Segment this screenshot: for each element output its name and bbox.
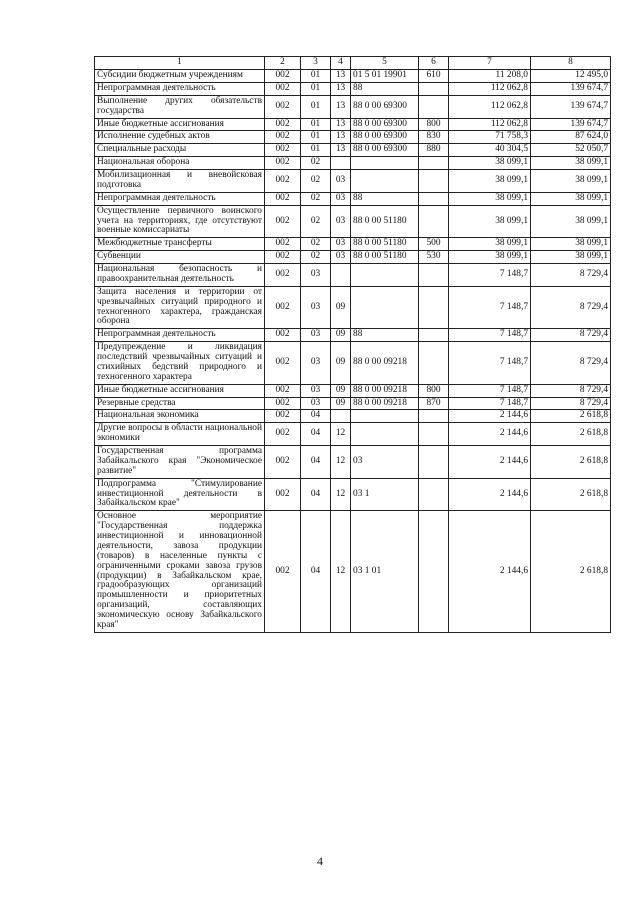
table-row [95, 397, 611, 410]
section-cell: 01 [301, 70, 331, 83]
amount-year1-cell: 2 144,6 [449, 410, 531, 423]
admin-code-cell: 002 [265, 192, 301, 205]
subsection-cell [331, 157, 351, 170]
expense-type-cell [419, 264, 449, 287]
expense-type-cell: 800 [419, 384, 449, 397]
subsection-cell: 09 [331, 397, 351, 410]
expense-type-cell [419, 410, 449, 423]
amount-year1-cell: 112 062,8 [449, 118, 531, 131]
section-cell: 01 [301, 131, 331, 144]
target-article-cell: 03 [351, 446, 419, 479]
name-cell: Межбюджетные трансферты [95, 238, 265, 251]
name-cell: Национальная безопасность и правоохранительная деятельность [95, 264, 265, 287]
amount-year1-cell: 38 099,1 [449, 238, 531, 251]
section-cell: 01 [301, 82, 331, 95]
subsection-cell: 13 [331, 144, 351, 157]
table-row [95, 478, 611, 511]
admin-code-cell: 002 [265, 397, 301, 410]
expense-type-cell [419, 205, 449, 238]
expense-type-cell [419, 511, 449, 633]
section-cell: 03 [301, 264, 331, 287]
name-cell: Защита населения и территории от чрезвычайных ситуаций природного и техногенного характера, гражданская оборона [95, 286, 265, 329]
expense-type-cell [419, 286, 449, 329]
table-row [95, 205, 611, 238]
amount-year1-cell: 11 208,0 [449, 70, 531, 83]
amount-year1-cell: 38 099,1 [449, 170, 531, 193]
subsection-cell: 03 [331, 170, 351, 193]
admin-code-cell: 002 [265, 264, 301, 287]
section-cell: 01 [301, 144, 331, 157]
amount-year2-cell: 8 729,4 [531, 384, 611, 397]
section-cell: 02 [301, 157, 331, 170]
amount-year2-cell: 139 674,7 [531, 82, 611, 95]
name-cell: Основное мероприятие "Государственная поддержка инвестиционной и инновационной деятельности, завоза продукции (товаров) в населенные пункты с ограниченными сроками завоза грузов (продукции) в Забайкальском крае, градообразующих организаций промышленности и приоритетных организаций, составляющих экономическую основу Забайкальского края" [95, 511, 265, 633]
target-article-cell: 03 1 01 [351, 511, 419, 633]
subsection-cell: 09 [331, 286, 351, 329]
subsection-cell: 12 [331, 423, 351, 446]
expense-type-cell: 800 [419, 118, 449, 131]
admin-code-cell: 002 [265, 342, 301, 385]
table-row [95, 192, 611, 205]
table-row [95, 511, 611, 633]
table-body [95, 70, 611, 633]
admin-code-cell: 002 [265, 286, 301, 329]
admin-code-cell: 002 [265, 131, 301, 144]
target-article-cell: 88 0 00 09218 [351, 384, 419, 397]
subsection-cell: 13 [331, 82, 351, 95]
section-cell: 02 [301, 205, 331, 238]
amount-year1-cell: 7 148,7 [449, 384, 531, 397]
name-cell: Непрограммная деятельность [95, 82, 265, 95]
section-cell: 02 [301, 192, 331, 205]
name-cell: Субвенции [95, 251, 265, 264]
name-cell: Иные бюджетные ассигнования [95, 384, 265, 397]
amount-year2-cell: 38 099,1 [531, 157, 611, 170]
expense-type-cell: 830 [419, 131, 449, 144]
amount-year2-cell: 2 618,8 [531, 478, 611, 511]
table-row [95, 70, 611, 83]
table-row [95, 286, 611, 329]
section-cell: 03 [301, 342, 331, 385]
table-header-row [95, 57, 611, 70]
section-cell: 04 [301, 410, 331, 423]
column-header-8: 8 [531, 57, 611, 70]
table-row [95, 144, 611, 157]
name-cell: Подпрограмма "Стимулирование инвестиционной деятельности в Забайкальском крае" [95, 478, 265, 511]
name-cell: Предупреждение и ликвидация последствий чрезвычайных ситуаций и стихийных бедствий природного и техногенного характера [95, 342, 265, 385]
amount-year1-cell: 112 062,8 [449, 82, 531, 95]
expense-type-cell [419, 478, 449, 511]
admin-code-cell: 002 [265, 82, 301, 95]
target-article-cell: 88 0 00 69300 [351, 144, 419, 157]
amount-year2-cell: 2 618,8 [531, 423, 611, 446]
section-cell: 02 [301, 251, 331, 264]
column-header-6: 6 [419, 57, 449, 70]
amount-year2-cell: 38 099,1 [531, 170, 611, 193]
expense-type-cell: 870 [419, 397, 449, 410]
amount-year1-cell: 112 062,8 [449, 95, 531, 118]
expense-type-cell [419, 157, 449, 170]
name-cell: Государственная программа Забайкальского края "Экономическое развитие" [95, 446, 265, 479]
amount-year2-cell: 38 099,1 [531, 205, 611, 238]
subsection-cell: 03 [331, 238, 351, 251]
column-header-4: 4 [331, 57, 351, 70]
name-cell: Специальные расходы [95, 144, 265, 157]
name-cell: Иные бюджетные ассигнования [95, 118, 265, 131]
subsection-cell [331, 264, 351, 287]
name-cell: Непрограммная деятельность [95, 329, 265, 342]
amount-year2-cell: 2 618,8 [531, 446, 611, 479]
target-article-cell: 01 5 01 19901 [351, 70, 419, 83]
amount-year2-cell: 139 674,7 [531, 118, 611, 131]
section-cell: 04 [301, 446, 331, 479]
name-cell: Национальная оборона [95, 157, 265, 170]
name-cell: Другие вопросы в области национальной экономики [95, 423, 265, 446]
target-article-cell [351, 286, 419, 329]
table-row [95, 95, 611, 118]
subsection-cell: 12 [331, 511, 351, 633]
amount-year1-cell: 38 099,1 [449, 157, 531, 170]
admin-code-cell: 002 [265, 238, 301, 251]
target-article-cell: 88 0 00 51180 [351, 238, 419, 251]
subsection-cell [331, 410, 351, 423]
admin-code-cell: 002 [265, 384, 301, 397]
amount-year2-cell: 8 729,4 [531, 342, 611, 385]
target-article-cell: 88 [351, 192, 419, 205]
subsection-cell: 09 [331, 329, 351, 342]
section-cell: 03 [301, 329, 331, 342]
amount-year1-cell: 2 144,6 [449, 511, 531, 633]
table-row [95, 410, 611, 423]
column-header-2: 2 [265, 57, 301, 70]
admin-code-cell: 002 [265, 251, 301, 264]
admin-code-cell: 002 [265, 157, 301, 170]
target-article-cell [351, 157, 419, 170]
amount-year1-cell: 2 144,6 [449, 423, 531, 446]
amount-year2-cell: 8 729,4 [531, 329, 611, 342]
section-cell: 04 [301, 423, 331, 446]
table-row [95, 384, 611, 397]
target-article-cell [351, 423, 419, 446]
expense-type-cell [419, 329, 449, 342]
subsection-cell: 03 [331, 251, 351, 264]
target-article-cell: 88 0 00 69300 [351, 95, 419, 118]
amount-year2-cell: 52 050,7 [531, 144, 611, 157]
subsection-cell: 13 [331, 131, 351, 144]
name-cell: Непрограммная деятельность [95, 192, 265, 205]
expense-type-cell [419, 192, 449, 205]
expense-type-cell: 880 [419, 144, 449, 157]
target-article-cell: 88 0 00 51180 [351, 205, 419, 238]
expense-type-cell [419, 170, 449, 193]
page-number: 4 [317, 854, 323, 868]
section-cell: 02 [301, 238, 331, 251]
amount-year2-cell: 38 099,1 [531, 192, 611, 205]
section-cell: 03 [301, 397, 331, 410]
admin-code-cell: 002 [265, 205, 301, 238]
admin-code-cell: 002 [265, 170, 301, 193]
target-article-cell: 88 0 00 69300 [351, 118, 419, 131]
table-row [95, 238, 611, 251]
amount-year1-cell: 38 099,1 [449, 251, 531, 264]
amount-year1-cell: 7 148,7 [449, 264, 531, 287]
expense-type-cell [419, 446, 449, 479]
table-row [95, 423, 611, 446]
admin-code-cell: 002 [265, 329, 301, 342]
table-row [95, 118, 611, 131]
expense-type-cell: 610 [419, 70, 449, 83]
amount-year1-cell: 71 758,3 [449, 131, 531, 144]
target-article-cell: 88 0 00 69300 [351, 131, 419, 144]
target-article-cell [351, 410, 419, 423]
admin-code-cell: 002 [265, 118, 301, 131]
table-row [95, 342, 611, 385]
expense-type-cell: 530 [419, 251, 449, 264]
amount-year2-cell: 8 729,4 [531, 264, 611, 287]
section-cell: 04 [301, 511, 331, 633]
admin-code-cell: 002 [265, 446, 301, 479]
subsection-cell: 12 [331, 478, 351, 511]
column-header-3: 3 [301, 57, 331, 70]
subsection-cell: 03 [331, 192, 351, 205]
name-cell: Субсидии бюджетным учреждениям [95, 70, 265, 83]
amount-year1-cell: 38 099,1 [449, 192, 531, 205]
name-cell: Осуществление первичного воинского учета на территориях, где отсутствуют военные комиссариаты [95, 205, 265, 238]
name-cell: Выполнение других обязательств государства [95, 95, 265, 118]
admin-code-cell: 002 [265, 144, 301, 157]
section-cell: 01 [301, 95, 331, 118]
column-header-1: 1 [95, 57, 265, 70]
amount-year2-cell: 38 099,1 [531, 251, 611, 264]
name-cell: Исполнение судебных актов [95, 131, 265, 144]
table-row [95, 251, 611, 264]
expense-type-cell [419, 82, 449, 95]
section-cell: 02 [301, 170, 331, 193]
subsection-cell: 03 [331, 205, 351, 238]
target-article-cell: 88 [351, 329, 419, 342]
amount-year1-cell: 7 148,7 [449, 342, 531, 385]
expense-type-cell [419, 342, 449, 385]
amount-year2-cell: 139 674,7 [531, 95, 611, 118]
amount-year1-cell: 7 148,7 [449, 397, 531, 410]
amount-year1-cell: 2 144,6 [449, 478, 531, 511]
target-article-cell: 88 0 00 09218 [351, 397, 419, 410]
table-row [95, 264, 611, 287]
table-row [95, 157, 611, 170]
amount-year2-cell: 2 618,8 [531, 410, 611, 423]
section-cell: 03 [301, 286, 331, 329]
admin-code-cell: 002 [265, 511, 301, 633]
section-cell: 04 [301, 478, 331, 511]
admin-code-cell: 002 [265, 423, 301, 446]
column-header-5: 5 [351, 57, 419, 70]
expense-type-cell [419, 95, 449, 118]
amount-year1-cell: 7 148,7 [449, 286, 531, 329]
name-cell: Резервные средства [95, 397, 265, 410]
table-row [95, 131, 611, 144]
amount-year1-cell: 2 144,6 [449, 446, 531, 479]
amount-year2-cell: 8 729,4 [531, 286, 611, 329]
subsection-cell: 13 [331, 118, 351, 131]
subsection-cell: 09 [331, 342, 351, 385]
name-cell: Мобилизационная и вневойсковая подготовка [95, 170, 265, 193]
target-article-cell [351, 264, 419, 287]
section-cell: 03 [301, 384, 331, 397]
admin-code-cell: 002 [265, 95, 301, 118]
section-cell: 01 [301, 118, 331, 131]
name-cell: Национальная экономика [95, 410, 265, 423]
target-article-cell: 88 0 00 09218 [351, 342, 419, 385]
target-article-cell [351, 170, 419, 193]
amount-year2-cell: 2 618,8 [531, 511, 611, 633]
amount-year2-cell: 8 729,4 [531, 397, 611, 410]
target-article-cell: 88 [351, 82, 419, 95]
admin-code-cell: 002 [265, 70, 301, 83]
column-header-7: 7 [449, 57, 531, 70]
table-row [95, 329, 611, 342]
table-row [95, 170, 611, 193]
expense-type-cell [419, 423, 449, 446]
amount-year2-cell: 38 099,1 [531, 238, 611, 251]
table-row [95, 446, 611, 479]
target-article-cell: 88 0 00 51180 [351, 251, 419, 264]
subsection-cell: 09 [331, 384, 351, 397]
amount-year1-cell: 38 099,1 [449, 205, 531, 238]
budget-table [94, 56, 611, 633]
admin-code-cell: 002 [265, 478, 301, 511]
amount-year2-cell: 87 624,0 [531, 131, 611, 144]
amount-year2-cell: 12 495,0 [531, 70, 611, 83]
target-article-cell: 03 1 [351, 478, 419, 511]
subsection-cell: 13 [331, 95, 351, 118]
amount-year1-cell: 40 304,5 [449, 144, 531, 157]
table-row [95, 82, 611, 95]
subsection-cell: 13 [331, 70, 351, 83]
admin-code-cell: 002 [265, 410, 301, 423]
amount-year1-cell: 7 148,7 [449, 329, 531, 342]
expense-type-cell: 500 [419, 238, 449, 251]
subsection-cell: 12 [331, 446, 351, 479]
